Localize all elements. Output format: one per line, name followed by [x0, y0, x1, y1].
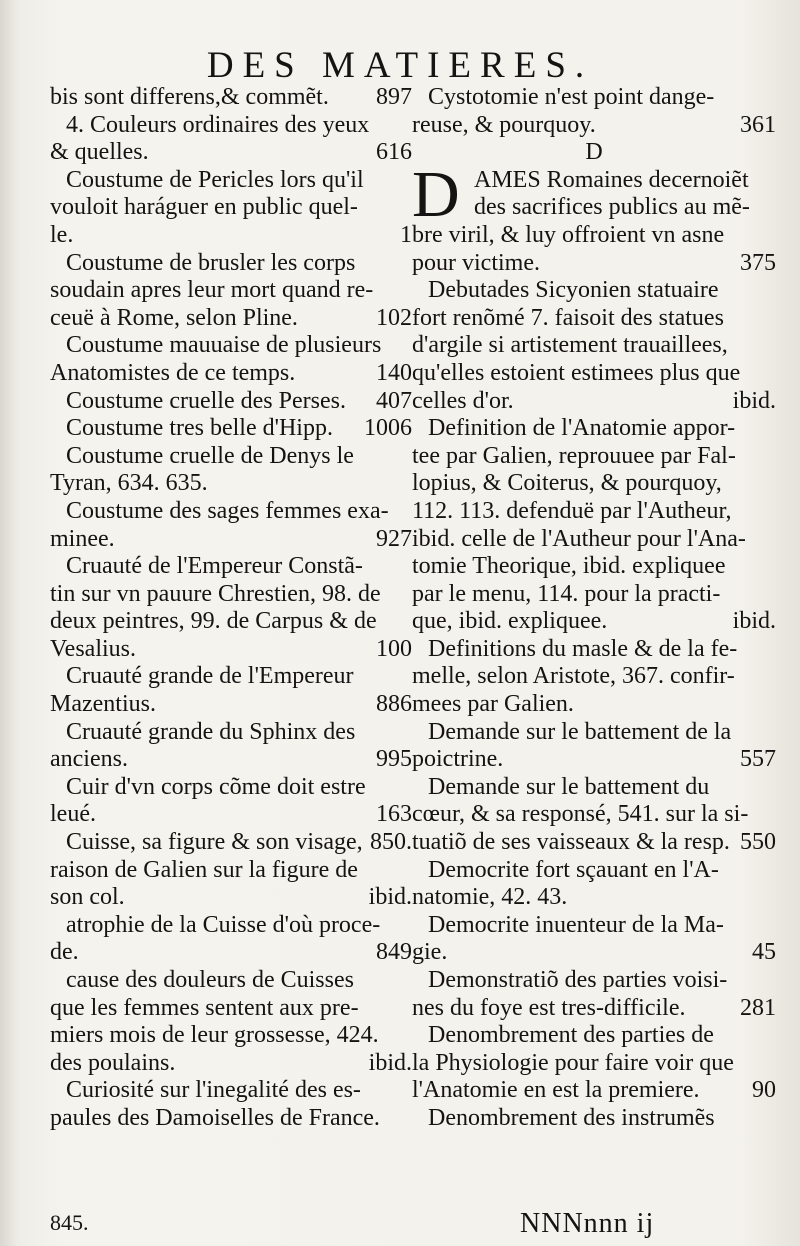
index-entry-text: Denombrement des instrumẽs [428, 1104, 715, 1131]
page-reference: 616 [376, 139, 412, 166]
page-reference: 100 [376, 635, 412, 662]
page-reference: 557 [740, 746, 776, 773]
index-line [412, 608, 776, 636]
index-entry-text: Coustume tres belle d'Hipp. [66, 415, 333, 442]
index-line [412, 636, 776, 664]
index-entry-text: Cystotomie n'est point dange- [428, 84, 715, 110]
index-line [412, 829, 776, 857]
index-line [412, 581, 776, 609]
index-line [50, 608, 412, 636]
page-reference: 90 [752, 1077, 776, 1104]
index-entry-text: nes du foye est tres-difficile. [412, 994, 686, 1021]
right-entries-before [412, 84, 776, 139]
page-reference: 1 [400, 221, 412, 248]
signature-mark: NNNnnn ij [520, 1208, 655, 1239]
index-entry-text: miers mois de leur grossesse, 424. [50, 1022, 379, 1049]
index-line [412, 691, 776, 719]
index-entry-text: poictrine. [412, 746, 504, 773]
dropcap-letter: D [412, 157, 460, 231]
index-entry-text: Vesalius. [50, 635, 136, 662]
index-line [50, 857, 412, 885]
index-line [50, 581, 412, 609]
index-line [50, 250, 412, 278]
index-entry-text: paules des Damoiselles de France. [50, 1104, 380, 1131]
index-line [412, 112, 776, 140]
index-entry-text: gie. [412, 939, 448, 966]
index-entry-text: pour victime. [412, 249, 540, 276]
page-reference: 45 [752, 939, 776, 966]
index-entry-text: tee par Galien, reprouuee par Fal- [412, 442, 736, 469]
index-entry-text: Anatomistes de ce temps. [50, 359, 296, 386]
index-line [412, 84, 776, 112]
index-entry-text: 112. 113. defenduë par l'Autheur, [412, 497, 732, 524]
index-line [412, 857, 776, 885]
dropcap-entry [412, 157, 776, 231]
index-entry-text: Demande sur le battement du [428, 773, 710, 800]
index-line [412, 443, 776, 471]
index-line [50, 912, 412, 940]
index-line [50, 443, 412, 471]
index-entry-text: vouloit haráguer en public quel- [50, 194, 358, 221]
index-line [50, 553, 412, 581]
index-entry-text: des poulains. [50, 1049, 176, 1076]
index-line [412, 222, 776, 250]
index-line [50, 470, 412, 498]
index-line [412, 774, 776, 802]
index-line [50, 194, 412, 222]
index-line [50, 360, 412, 388]
index-entry-text: leué. [50, 801, 96, 828]
index-line [412, 360, 776, 388]
index-entry-text: de. [50, 939, 79, 966]
index-line [412, 1077, 776, 1105]
page-reference: 1006 [364, 415, 412, 442]
index-entry-text: Democrite fort sçauant en l'A- [428, 856, 719, 883]
page-footer [50, 1208, 776, 1238]
index-entry-text: reuse, & pourquoy. [412, 111, 596, 138]
running-title: DES MATIERES. [206, 45, 594, 86]
index-line [412, 553, 776, 581]
index-entry-text: minee. [50, 525, 115, 552]
index-line [50, 222, 412, 250]
index-line [412, 719, 776, 747]
index-entry-text: Demonstratiõ des parties voisi- [428, 967, 728, 993]
index-entry-text: Definitions du masle & de la fe- [428, 635, 738, 662]
page-reference: 102 [376, 304, 412, 331]
page-reference: 375 [740, 249, 776, 276]
index-line [412, 305, 776, 333]
index-line [50, 691, 412, 719]
page-reference: 140 [376, 359, 412, 386]
index-line: AMES Romaines decernoiẽt [474, 166, 749, 193]
index-line [412, 801, 776, 829]
index-line [50, 967, 412, 995]
index-entry-text: Coustume cruelle de Denys le [66, 442, 354, 469]
index-entry-text: Cruauté de l'Empereur Constã- [66, 553, 363, 580]
index-line [412, 470, 776, 498]
index-entry-text: lopius, & Coiterus, & pourquoy, [412, 470, 722, 497]
index-line [412, 1105, 776, 1133]
index-entry-text: Cuisse, sa figure & son visage, [66, 829, 363, 856]
index-line [412, 388, 776, 416]
page-reference: 281 [740, 994, 776, 1021]
index-entry-text: mees par Galien. [412, 691, 574, 718]
catchword: 845. [50, 1210, 89, 1235]
index-line [412, 995, 776, 1023]
page-reference: ibid. [368, 884, 412, 911]
index-line [50, 774, 412, 802]
index-line [412, 939, 776, 967]
index-line [50, 1077, 412, 1105]
index-line [412, 746, 776, 774]
page-reference: 163 [376, 801, 412, 828]
index-line [50, 84, 412, 112]
index-entry-text: ibid. celle de l'Autheur pour l'Ana- [412, 525, 746, 552]
index-entry-text: tin sur vn pauure Chrestien, 98. de [50, 580, 381, 607]
page-reference: 886 [376, 691, 412, 718]
index-line [412, 498, 776, 526]
index-line [50, 663, 412, 691]
index-entry-text: Coustume cruelle des Perses. [66, 387, 346, 414]
index-line [50, 139, 412, 167]
index-entry-text: melle, selon Aristote, 367. confir- [412, 663, 735, 690]
index-line [50, 995, 412, 1023]
index-entry-text: Democrite inuenteur de la Ma- [428, 911, 724, 938]
index-line [50, 112, 412, 140]
index-entry-text: que, ibid. expliquee. [412, 608, 608, 635]
page-reference: 361 [740, 111, 776, 138]
section-letter: D [585, 139, 603, 166]
index-entry-text: Coustume mauuaise de plusieurs [66, 332, 382, 359]
index-line [50, 388, 412, 416]
index-line [412, 967, 776, 995]
index-line [50, 829, 412, 857]
index-entry-text: atrophie de la Cuisse d'où proce- [66, 911, 381, 938]
index-line [412, 332, 776, 360]
index-entry-text: Denombrement des parties de [428, 1022, 714, 1049]
index-line [412, 663, 776, 691]
index-entry-text: la Physiologie pour faire voir que [412, 1049, 734, 1076]
index-entry-text: tomie Theorique, ibid. expliquee [412, 553, 726, 580]
index-line [412, 1050, 776, 1078]
index-line [412, 884, 776, 912]
page-reference: ibid. [368, 1049, 412, 1076]
index-line [50, 1105, 412, 1133]
index-line [50, 1022, 412, 1050]
page-reference: 927 [376, 525, 412, 552]
index-entry-text: natomie, 42. 43. [412, 884, 568, 911]
index-entry-text: deux peintres, 99. de Carpus & de [50, 608, 377, 635]
index-line [412, 415, 776, 443]
index-line [50, 636, 412, 664]
right-entries-after [412, 222, 776, 1133]
index-entry-text: bre viril, & luy offroient vn asne [412, 221, 725, 248]
index-entry-text: Debutades Sicyonien statuaire [428, 277, 719, 304]
index-line [50, 526, 412, 554]
index-entry-text: d'argile si artistement trauaillees, [412, 332, 728, 359]
index-entry-text: cause des douleurs de Cuisses [66, 967, 354, 993]
index-line [50, 415, 412, 443]
index-line [412, 250, 776, 278]
index-entry-text: Tyran, 634. 635. [50, 470, 208, 497]
index-line: des sacrifices publics au mẽ- [474, 194, 750, 221]
index-entry-text: celles d'or. [412, 387, 514, 414]
index-entry-text: qu'elles estoient estimees plus que [412, 359, 741, 386]
index-entry-text: cœur, & sa responsé, 541. sur la si- [412, 801, 749, 828]
index-entry-text: Cruauté grande de l'Empereur [66, 663, 354, 690]
index-entry-text: le. [50, 221, 74, 248]
page-reference: 550 [740, 829, 776, 856]
index-entry-text: Demande sur le battement de la [428, 718, 732, 745]
index-entry-text: Coustume de Pericles lors qu'il [66, 166, 364, 193]
index-line [50, 167, 412, 195]
index-entry-text: Definition de l'Anatomie appor- [428, 415, 736, 442]
index-line [50, 884, 412, 912]
index-entry-text: Cruauté grande du Sphinx des [66, 718, 356, 745]
index-entry-text: 4. Couleurs ordinaires des yeux [66, 111, 370, 138]
index-entry-text: fort renõmé 7. faisoit des statues [412, 304, 724, 331]
index-line [412, 277, 776, 305]
index-entry-text: tuatiõ de ses vaisseaux & la resp. [412, 829, 730, 856]
index-line [50, 305, 412, 333]
index-column-right [412, 84, 776, 1133]
index-entry-text: soudain apres leur mort quand re- [50, 277, 374, 304]
index-line [50, 277, 412, 305]
index-line [412, 912, 776, 940]
index-entry-text: Mazentius. [50, 691, 156, 718]
page-reference: 995 [376, 746, 412, 773]
index-entry-text: Cuir d'vn corps cõme doit estre [66, 773, 366, 800]
index-line [50, 939, 412, 967]
index-line [50, 746, 412, 774]
page-reference: 407 [376, 387, 412, 414]
index-line [50, 1050, 412, 1078]
index-entry-text: & quelles. [50, 139, 149, 166]
index-entry-text: raison de Galien sur la figure de [50, 856, 358, 883]
index-column-left [50, 84, 412, 1133]
index-line [50, 719, 412, 747]
page-reference: 897 [376, 84, 412, 110]
index-line [50, 801, 412, 829]
index-entry-text: ceuë à Rome, selon Pline. [50, 304, 298, 331]
index-line [50, 498, 412, 526]
index-entry-text: Curiosité sur l'inegalité des es- [66, 1077, 361, 1104]
index-entry-text: Coustume des sages femmes exa- [66, 497, 389, 524]
index-entry-text: que les femmes sentent aux pre- [50, 994, 359, 1021]
index-entry-text: anciens. [50, 746, 128, 773]
index-entry-text: l'Anatomie en est la premiere. [412, 1077, 700, 1104]
index-entry-text: Coustume de brusler les corps [66, 249, 356, 276]
index-line [50, 332, 412, 360]
index-line [412, 526, 776, 554]
page-reference: 850. [370, 829, 412, 856]
page-reference: 849 [376, 939, 412, 966]
index-line [412, 1022, 776, 1050]
page-reference: ibid. [732, 387, 776, 414]
index-entry-text: par le menu, 114. pour la practi- [412, 580, 721, 607]
index-entry-text: bis sont differens,& commẽt. [50, 84, 329, 110]
page-reference: ibid. [732, 608, 776, 635]
index-entry-text: son col. [50, 884, 125, 911]
